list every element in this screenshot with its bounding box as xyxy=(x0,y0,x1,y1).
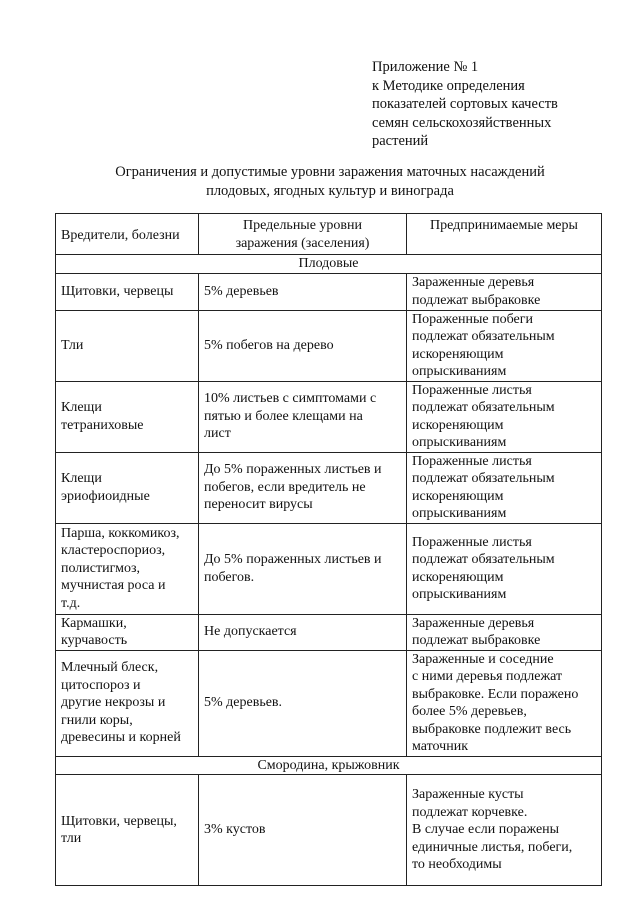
cell-line: Предпринимаемые меры xyxy=(430,218,578,233)
pest-cell xyxy=(56,775,199,886)
table-row xyxy=(56,650,602,756)
cell-line: 5% побегов на дерево xyxy=(204,337,334,353)
cell-line: выбраковке. Если поражено xyxy=(412,686,579,702)
cell-line: маточник xyxy=(412,739,469,754)
limit-level-cell xyxy=(199,775,407,886)
cell-line: искореняющим xyxy=(412,488,504,504)
cell-line: заражения (заселения) xyxy=(235,235,370,251)
appendix-caption xyxy=(372,58,558,151)
cell-line: Пораженные побеги xyxy=(412,311,534,327)
table-row xyxy=(56,273,602,310)
table-row xyxy=(56,523,602,614)
cell-line: искореняющим xyxy=(412,346,504,362)
header-pests xyxy=(56,214,199,255)
cell-line: кластероспориоз, xyxy=(61,543,166,559)
cell-line: опрыскиваниям xyxy=(412,506,507,521)
cell-line: Пораженные листья xyxy=(412,382,532,398)
measures-cell xyxy=(407,273,602,310)
cell-line: До 5% пораженных листьев и xyxy=(204,462,382,478)
table-row xyxy=(56,452,602,523)
limit-level-cell xyxy=(199,273,407,310)
cell-line: цитоспороз и xyxy=(61,677,141,693)
limit-level-cell xyxy=(199,523,407,614)
cell-line: Пораженные листья xyxy=(412,453,532,469)
cell-line: другие некрозы и xyxy=(61,695,166,711)
cell-line: До 5% пораженных листьев и xyxy=(204,552,382,567)
cell-line: гнили коры, xyxy=(61,712,133,728)
cell-line: подлежат обязательным xyxy=(412,329,555,344)
cell-line: Пораженные листья xyxy=(412,534,532,550)
table-row xyxy=(56,614,602,650)
measures-cell xyxy=(407,523,602,614)
cell-line: мучнистая роса и xyxy=(61,578,166,594)
cell-line: подлежат корчевке. xyxy=(412,804,528,820)
cell-line: эриофиоидные xyxy=(61,488,150,504)
cell-line: 5% деревьев. xyxy=(204,695,283,711)
limit-level-cell xyxy=(199,310,407,381)
cell-line: побегов, если вредитель не xyxy=(204,479,366,495)
pest-cell xyxy=(56,523,199,614)
measures-cell xyxy=(407,310,602,381)
cell-line: Зараженные и соседние xyxy=(412,651,554,667)
table-row xyxy=(56,310,602,381)
measures-cell xyxy=(407,775,602,886)
header-measures xyxy=(407,214,602,255)
cell-line: с ними деревья подлежат xyxy=(412,669,563,684)
measures-cell xyxy=(407,452,602,523)
limit-level-cell xyxy=(199,381,407,452)
cell-line: подлежат выбраковке xyxy=(412,633,541,648)
cell-line: Щитовки, червецы xyxy=(61,283,174,299)
cell-line: Кармашки, xyxy=(61,615,127,631)
cell-line: полистигмоз, xyxy=(61,560,141,576)
cell-line: подлежат обязательным xyxy=(412,552,555,567)
cell-line: Щитовки, червецы, xyxy=(61,813,177,829)
section-row xyxy=(56,756,602,775)
appendix-line: к Методике определения xyxy=(372,77,525,94)
appendix-line: показателей сортовых качеств xyxy=(372,96,558,112)
cell-line: искореняющим xyxy=(412,569,504,585)
cell-line: выбраковке подлежит весь xyxy=(412,721,572,737)
cell-line: Парша, коккомикоз, xyxy=(61,525,180,541)
cell-line: подлежат обязательным xyxy=(412,400,555,415)
pest-cell xyxy=(56,614,199,650)
cell-line: Млечный блеск, xyxy=(61,660,159,676)
pest-cell xyxy=(56,310,199,381)
table-row xyxy=(56,381,602,452)
header-limit-levels xyxy=(199,214,407,255)
pest-cell xyxy=(56,273,199,310)
cell-line: пятью и более клещами на xyxy=(204,408,363,424)
measures-cell xyxy=(407,381,602,452)
cell-line: более 5% деревьев, xyxy=(412,704,527,719)
cell-line: В случае если поражены xyxy=(412,822,560,838)
cell-line: Тли xyxy=(61,337,84,353)
cell-line: опрыскиваниям xyxy=(412,435,507,450)
infection-limits-table xyxy=(55,213,602,886)
limit-level-cell xyxy=(199,614,407,650)
appendix-line: растений xyxy=(372,133,429,149)
cell-line: Зараженные кусты xyxy=(412,787,524,803)
cell-line: 10% листьев с симптомами с xyxy=(204,391,377,407)
cell-line: Зараженные деревья xyxy=(412,275,535,290)
cell-line: подлежат выбраковке xyxy=(412,292,541,308)
pest-cell xyxy=(56,381,199,452)
cell-line: искореняющим xyxy=(412,417,504,433)
cell-line: т.д. xyxy=(61,595,81,611)
cell-line: Предельные уровни xyxy=(242,218,363,233)
pest-cell xyxy=(56,452,199,523)
cell-line: Клещи xyxy=(61,471,102,486)
section-title: Смородина, крыжовник xyxy=(56,756,602,775)
cell-line: Клещи xyxy=(61,400,102,415)
cell-line: 5% деревьев xyxy=(204,283,279,299)
appendix-line: Приложение № 1 xyxy=(372,59,479,75)
document-title xyxy=(40,163,620,200)
section-title: Плодовые xyxy=(56,255,602,274)
cell-line: Зараженные деревья xyxy=(412,615,535,631)
cell-line: древесины и корней xyxy=(61,730,181,746)
cell-line: то необходимы xyxy=(412,857,502,873)
cell-line: Вредители, болезни xyxy=(61,227,180,243)
table-header-row xyxy=(56,214,602,255)
cell-line: подлежат обязательным xyxy=(412,471,555,486)
cell-line: единичные листья, побеги, xyxy=(412,839,573,855)
table-row xyxy=(56,775,602,886)
measures-cell xyxy=(407,650,602,756)
pest-cell xyxy=(56,650,199,756)
cell-line: опрыскиваниям xyxy=(412,364,507,379)
appendix-line: семян сельскохозяйственных xyxy=(372,114,552,131)
limit-level-cell xyxy=(199,650,407,756)
title-line: Ограничения и допустимые уровни заражения маточных насаждений xyxy=(115,164,545,180)
cell-line: побегов. xyxy=(204,569,255,585)
title-line: плодовых, ягодных культур и винограда xyxy=(206,182,454,199)
section-row xyxy=(56,255,602,274)
cell-line: 3% кустов xyxy=(204,822,266,838)
cell-line: тли xyxy=(61,831,82,846)
cell-line: опрыскиваниям xyxy=(412,587,507,602)
cell-line: переносит вирусы xyxy=(204,497,313,513)
cell-line: Не допускается xyxy=(204,624,297,640)
limit-level-cell xyxy=(199,452,407,523)
cell-line: курчавость xyxy=(61,633,128,648)
measures-cell xyxy=(407,614,602,650)
cell-line: тетраниховые xyxy=(61,417,144,433)
cell-line: лист xyxy=(204,426,231,442)
